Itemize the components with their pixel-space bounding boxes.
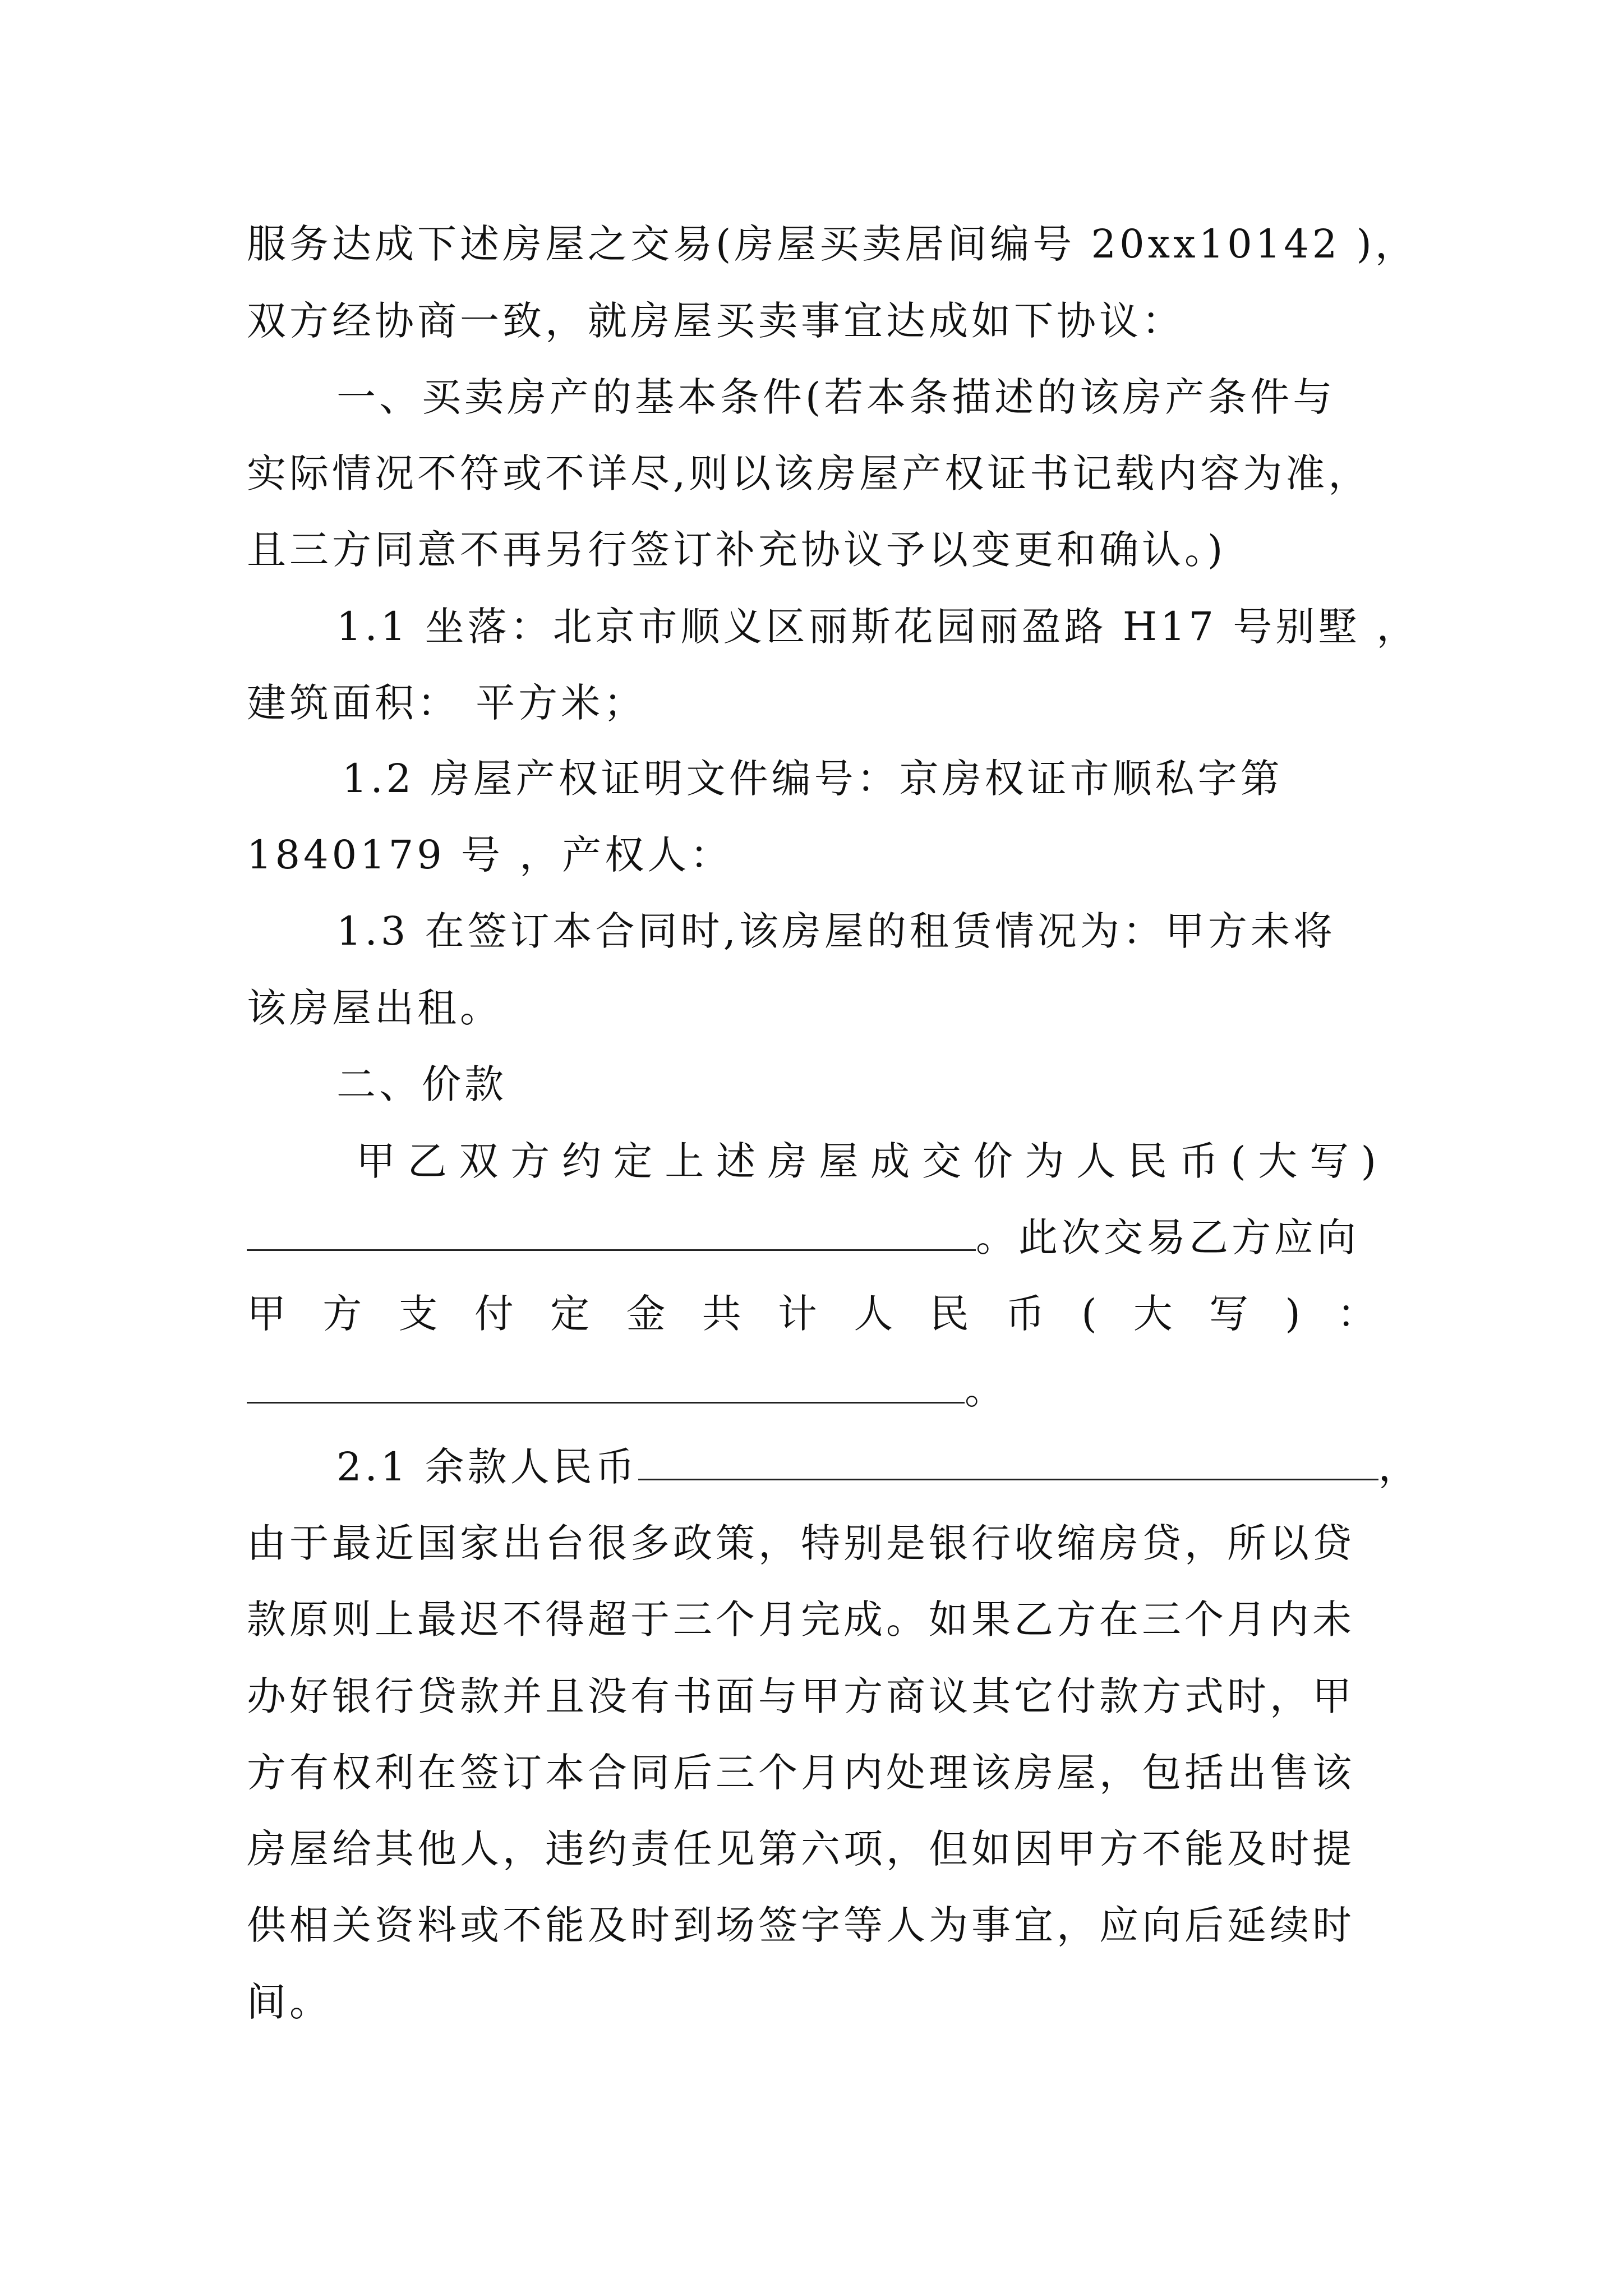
paragraph-line: 方有权利在签订本合同后三个月内处理该房屋，包括出售该	[247, 1750, 1355, 1796]
paragraph-line: 房屋给其他人，违约责任见第六项，但如因甲方不能及时提	[247, 1826, 1355, 1872]
section-heading-2: 二、价款	[336, 1061, 507, 1107]
paragraph-line: 间。	[247, 1979, 332, 2025]
price-amount-blank	[247, 1249, 976, 1251]
clause-1-3: 1.3 在签订本合同时,该房屋的租赁情况为：甲方未将	[336, 908, 1336, 954]
clause-2-1	[336, 1428, 1421, 1506]
deposit-blank-line	[247, 1351, 1380, 1429]
clause-2-1-suffix: ，	[1378, 1444, 1421, 1490]
paragraph-line: 1840179 号 ，产权人：	[247, 832, 733, 878]
clause-1-2: 1.2 房屋产权证明文件编号：京房权证市顺私字第	[342, 756, 1283, 802]
paragraph-line: 且三方同意不再另行签订补充协议予以变更和确认。)	[247, 527, 1227, 573]
price-paragraph-line: 甲乙双方约定上述房屋成交价为人民币(大写)	[356, 1138, 1380, 1184]
paragraph-line: 办好银行贷款并且没有书面与甲方商议其它付款方式时，甲	[247, 1673, 1355, 1719]
deposit-line-suffix: 。	[965, 1367, 1007, 1413]
paragraph-line: 双方经协商一致，就房屋买卖事宜达成如下协议：	[247, 298, 1184, 344]
price-blank-line	[247, 1198, 1380, 1277]
clause-2-1-label: 2.1 余款人民币	[336, 1444, 638, 1490]
deposit-amount-blank	[247, 1401, 965, 1404]
paragraph-line: 实际情况不符或不详尽,则以该房屋产权证书记载内容为准，	[247, 450, 1371, 496]
paragraph-line: 建筑面积： 平方米；	[247, 680, 647, 726]
price-line-suffix: 。此次交易乙方应向	[976, 1214, 1359, 1260]
clause-1-1: 1.1 坐落：北京市顺义区丽斯花园丽盈路 H17 号别墅 ，	[336, 604, 1419, 650]
paragraph-line: 该房屋出租。	[247, 985, 502, 1031]
paragraph-line: 供相关资料或不能及时到场签字等人为事宜，应向后延续时	[247, 1902, 1355, 1948]
deposit-paragraph-line: 甲方支付定金共计人民币(大写)：	[247, 1291, 1380, 1337]
paragraph-line: 由于最近国家出台很多政策，特别是银行收缩房贷，所以贷	[247, 1520, 1355, 1566]
balance-amount-blank	[638, 1478, 1378, 1480]
section-heading-1: 一、买卖房产的基本条件(若本条描述的该房产条件与	[336, 374, 1336, 420]
paragraph-line: 款原则上最迟不得超于三个月完成。如果乙方在三个月内未	[247, 1596, 1355, 1642]
paragraph-line: 服务达成下述房屋之交易(房屋买卖居间编号 20xx10142 )，	[247, 221, 1418, 267]
